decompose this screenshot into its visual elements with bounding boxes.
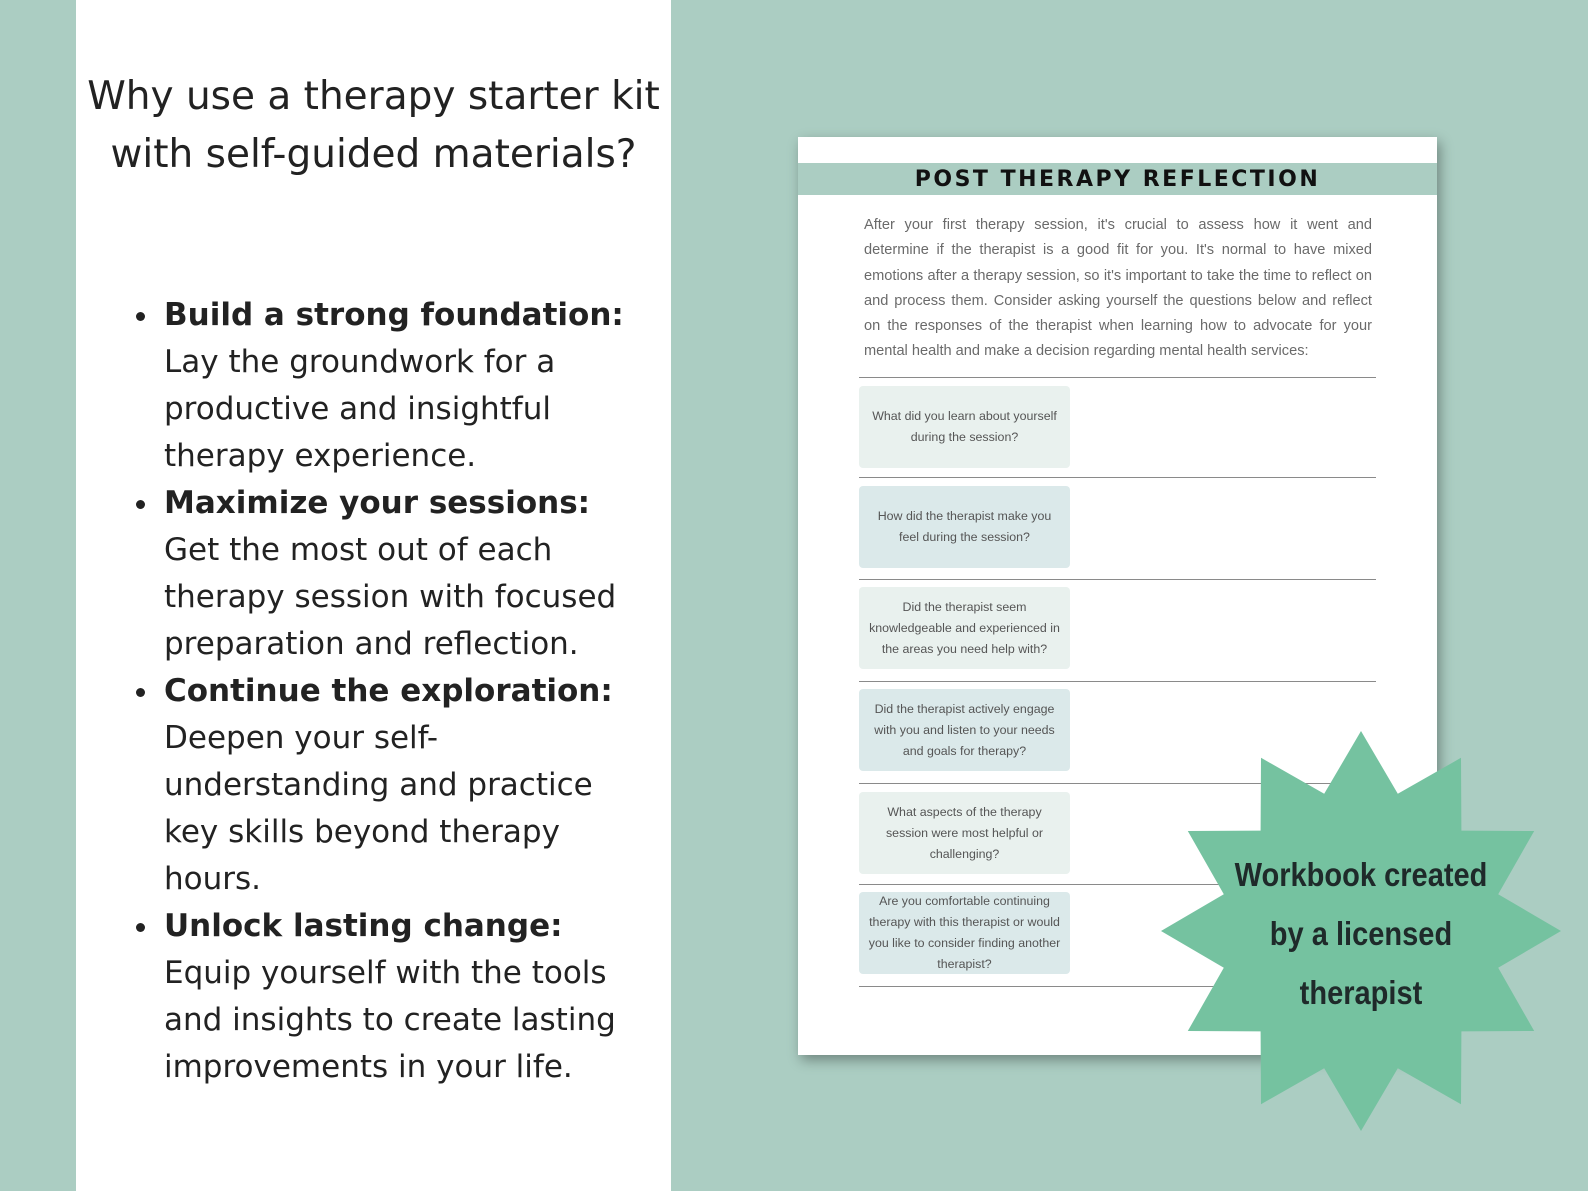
divider — [859, 681, 1376, 682]
benefits-list — [134, 292, 634, 1091]
benefit-text: Get the most out of each therapy session with focused preparation and reflection. — [164, 532, 617, 662]
question-box: How did the therapist make you feel during the session? — [859, 486, 1070, 568]
benefit-item — [134, 480, 634, 668]
benefit-item — [134, 292, 634, 480]
benefit-item — [134, 668, 634, 903]
question-box: Did the therapist seem knowledgeable and experienced in the areas you need help with? — [859, 587, 1070, 669]
worksheet-title: POST THERAPY REFLECTION — [798, 163, 1437, 195]
divider — [859, 579, 1376, 580]
bullet-dot-icon — [136, 688, 145, 697]
question-box: Did the therapist actively engage with you and listen to your needs and goals for therapy? — [859, 689, 1070, 771]
benefit-text: Deepen your self-understanding and practice key skills beyond therapy hours. — [164, 720, 593, 897]
heading: Why use a therapy starter kit with self-guided materials? — [87, 74, 660, 177]
benefit-item — [134, 903, 634, 1091]
divider — [859, 477, 1376, 478]
benefit-text: Equip yourself with the tools and insights to create lasting improvements in your life. — [164, 955, 616, 1085]
worksheet-intro: After your first therapy session, it's crucial to assess how it went and determine if the therapist is a good fit for you. It's normal to have mixed emotions after a therapy session, so it's important to take the time to reflect on and process them. Consider asking yourself the questions below and reflect on the responses of the therapist when learning how to advocate for your mental health and make a decision regarding mental health services: — [864, 217, 1372, 360]
divider — [859, 377, 1376, 378]
badge-text: Workbook created by a licensed therapist — [1234, 856, 1488, 1011]
question-box: Are you comfortable continuing therapy with this therapist or would you like to consider finding another therapist? — [859, 892, 1070, 974]
benefit-title: Maximize your sessions: — [164, 485, 591, 521]
question-box: What aspects of the therapy session were most helpful or challenging? — [859, 792, 1070, 874]
benefit-title: Continue the exploration: — [164, 673, 613, 709]
benefit-text: Lay the groundwork for a productive and insightful therapy experience. — [164, 344, 556, 474]
bullet-dot-icon — [136, 923, 145, 932]
question-box: What did you learn about yourself during the session? — [859, 386, 1070, 468]
benefit-title: Unlock lasting change: — [164, 908, 563, 944]
benefit-title: Build a strong foundation: — [164, 297, 624, 333]
bullet-dot-icon — [136, 312, 145, 321]
bullet-dot-icon — [136, 500, 145, 509]
